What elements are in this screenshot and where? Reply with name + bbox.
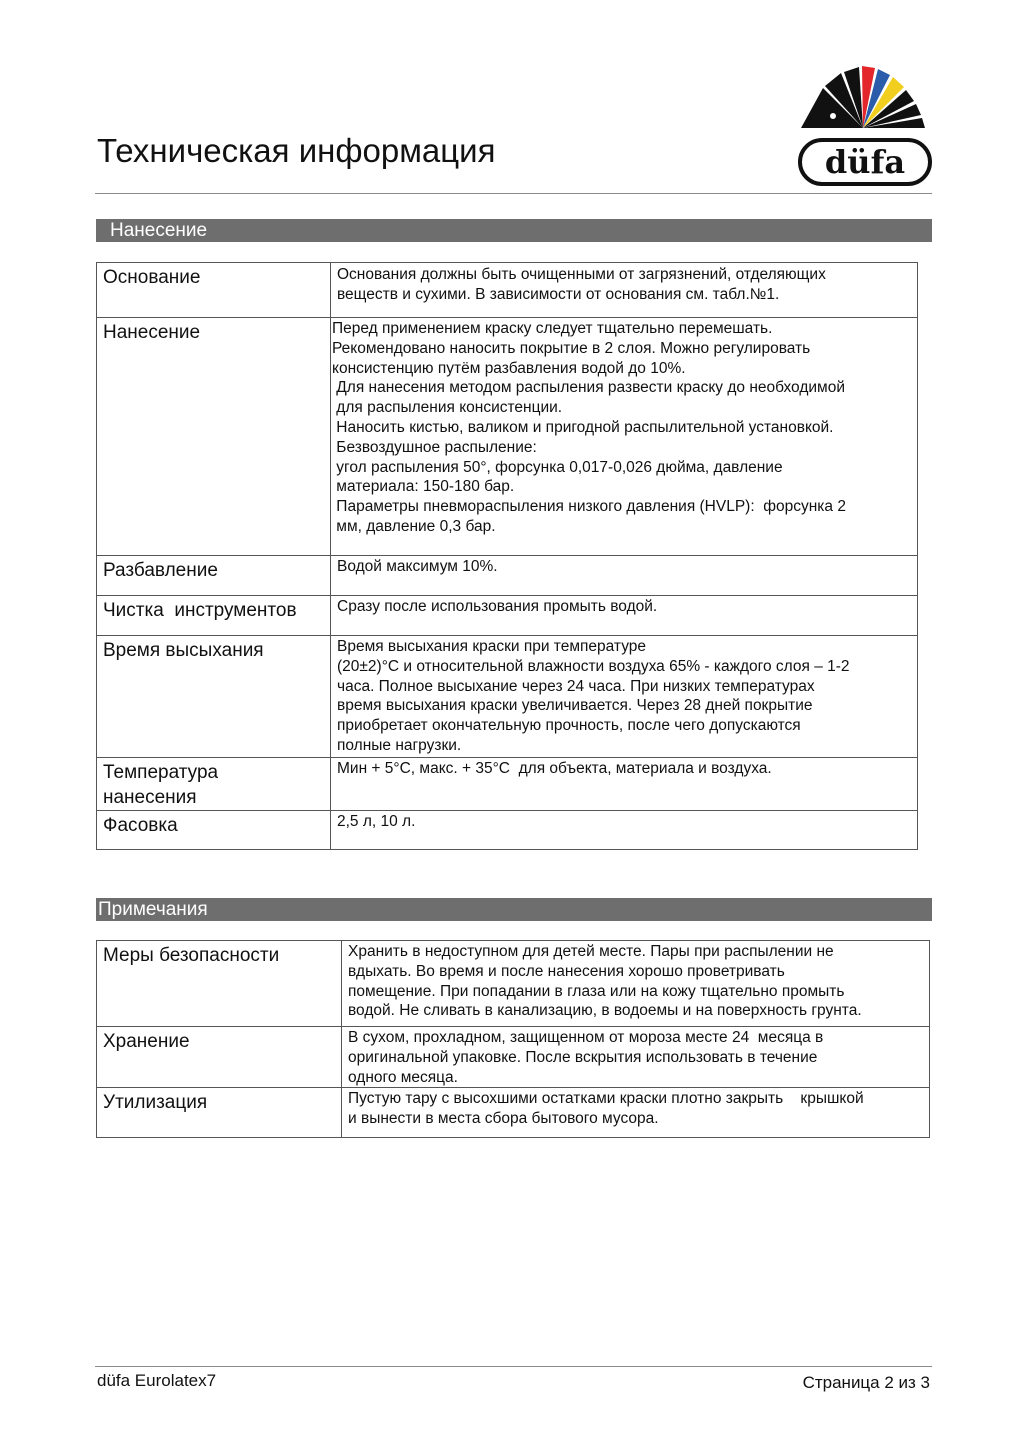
table-row	[97, 1027, 930, 1088]
application-table	[96, 262, 918, 850]
row-label: Хранение	[97, 1027, 342, 1088]
row-value: Время высыхания краски при температуре (20±2)°С и относительной влажности воздуха 65% - каждого слоя – 1-2 часа. Полное высыхание через 24 часа. При низких температурах время высыхания краски увеличивается. Через 28 дней покрытие приобретает окончательную прочность, после чего допускаются полные нагрузки.	[331, 636, 918, 758]
table-row	[97, 636, 918, 758]
table-row	[97, 941, 930, 1027]
notes-table	[96, 940, 930, 1138]
dufa-logo-icon	[797, 58, 933, 188]
row-value: Хранить в недоступном для детей месте. Пары при распылении не вдыхать. Во время и после нанесения хорошо проветривать помещение. При попадании в глаза или на кожу тщательно промыть водой. Не сливать в канализацию, в водоемы и на поверхность грунта.	[342, 941, 930, 1027]
table-row	[97, 263, 918, 318]
row-value: Сразу после использования промыть водой.	[331, 596, 918, 636]
section-header-application	[96, 219, 932, 242]
footer-page-number: Страница 2 из 3	[802, 1373, 930, 1392]
row-label: Чистка инструментов	[97, 596, 331, 636]
row-label: Время высыхания	[97, 636, 331, 758]
row-label: Фасовка	[97, 811, 331, 850]
row-label: Меры безопасности	[97, 941, 342, 1027]
section-title: Нанесение	[110, 220, 208, 241]
svg-text:düfa: düfa	[824, 143, 906, 181]
table-row	[97, 318, 918, 556]
row-value: 2,5 л, 10 л.	[331, 811, 918, 850]
row-value: Перед применением краску следует тщательно перемешать. Рекомендовано наносить покрытие в 2 слоя. Можно регулировать консистенцию путём разбавления водой до 10%. Для нанесения методом распыления развести краску до необходимой для распыления консистенции. Наносить кистью, валиком и пригодной распылительной установкой. Безвоздушное распыление: угол распыления 50°, форсунка 0,017-0,026 дюйма, давление материала: 150-180 бар. Параметры пневмораспыления низкого давления (HVLP): форсунка 2 мм, давление 0,3 бар.	[331, 318, 918, 556]
table-row	[97, 758, 918, 811]
page-title: Техническая информация	[97, 132, 496, 169]
row-value: Пустую тару с высохшими остатками краски плотно закрыть крышкой и вынести в места сбора бытового мусора.	[342, 1088, 930, 1138]
row-value: В сухом, прохладном, защищенном от мороза месте 24 месяца в оригинальной упаковке. После вскрытия использовать в течение одного месяца.	[342, 1027, 930, 1088]
row-value: Основания должны быть очищенными от загрязнений, отделяющих веществ и сухими. В зависимости от основания см. табл.№1.	[331, 263, 918, 318]
footer-divider	[95, 1366, 932, 1367]
footer-product-name: düfa Eurolatex7	[97, 1371, 217, 1390]
table-row	[97, 1088, 930, 1138]
header-divider	[95, 193, 932, 194]
row-label: Основание	[97, 263, 331, 318]
table-row	[97, 556, 918, 596]
row-label: Разбавление	[97, 556, 331, 596]
row-label: Нанесение	[97, 318, 331, 556]
section-header-notes	[96, 898, 932, 921]
row-label: Утилизация	[97, 1088, 342, 1138]
row-value: Водой максимум 10%.	[331, 556, 918, 596]
table-row	[97, 596, 918, 636]
row-label: Температура нанесения	[97, 758, 331, 811]
table-row	[97, 811, 918, 850]
row-value: Мин + 5°С, макс. + 35°С для объекта, материала и воздуха.	[331, 758, 918, 811]
section-title: Примечания	[98, 899, 208, 920]
